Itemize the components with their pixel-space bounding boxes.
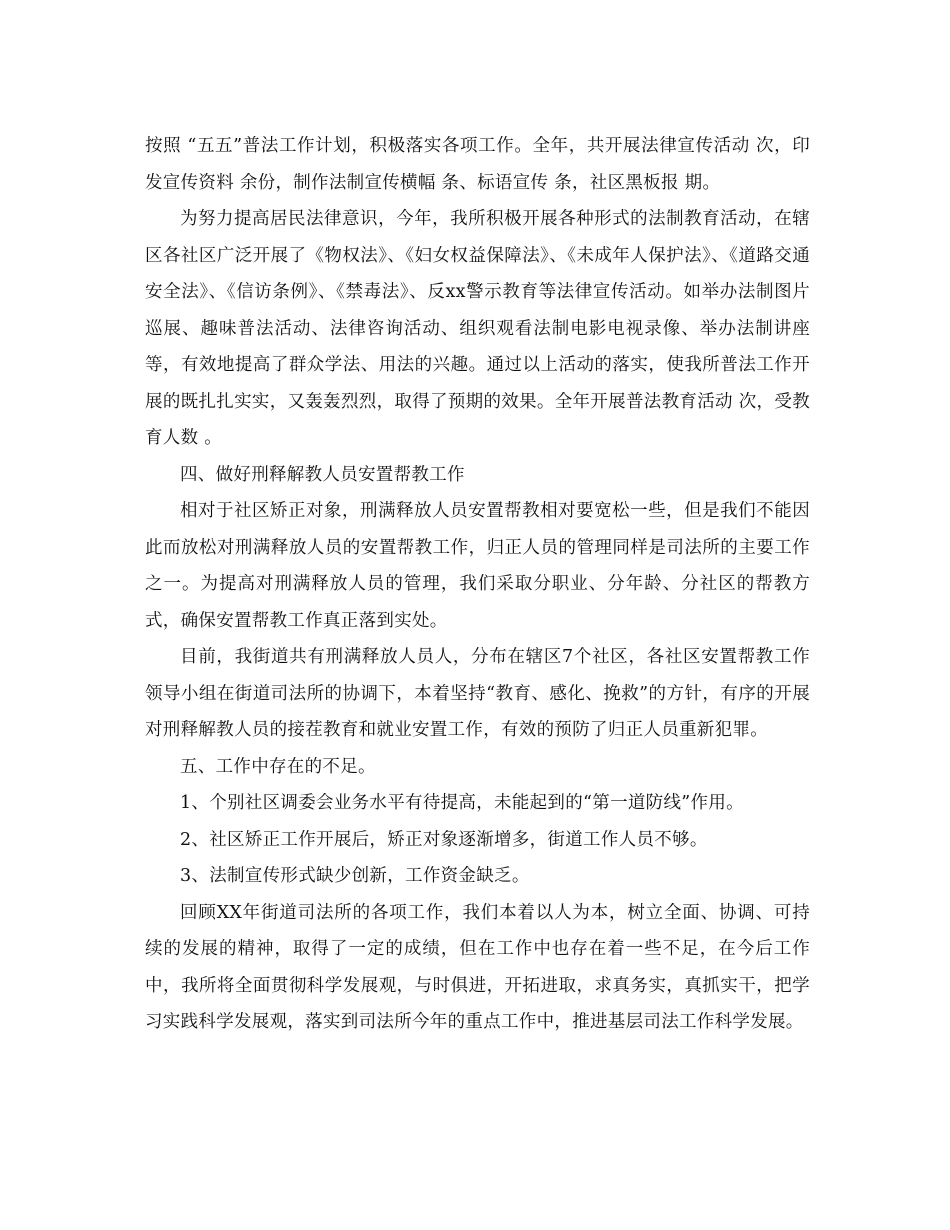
section-heading-resettlement: 四、做好刑释解教人员安置帮教工作 bbox=[180, 464, 465, 485]
paragraph-resettlement-policy: 相对于社区矫正对象，刑满释放人员安置帮教相对要宽松一些，但是我们不能因此而放松对刑满释放人员的安置帮教工作，归正人员的管理同样是司法所的主要工作之一。为提高对刑满释放人员的管理，我们采取分职业、分年龄、分社区的帮教方式，确保安置帮教工作真正落到实处。 bbox=[145, 501, 810, 631]
document-body bbox=[145, 128, 810, 1041]
paragraph-conclusion: 回顾XX年街道司法所的各项工作，我们本着以人为本，树立全面、协调、可持续的发展的精神，取得了一定的成绩，但在工作中也存在着一些不足，在今后工作中，我所将全面贯彻科学发展观，与时俱进，开拓进取，求真务实，真抓实干，把学习实践科学发展观，落实到司法所今年的重点工作中，推进基层司法工作科学发展。 bbox=[145, 902, 810, 1032]
list-item-shortcoming-1: 1、个别社区调委会业务水平有待提高，未能起到的“第一道防线”作用。 bbox=[180, 793, 744, 813]
paragraph-legal-education: 为努力提高居民法律意识，今年，我所积极开展各种形式的法制教育活动，在辖区各社区广泛开展了《物权法》、《妇女权益保障法》、《未成年人保护法》、《道路交通安全法》、《信访条例》、《禁毒法》、反xx警示教育等法律宣传活动。如举办法制图片巡展、趣味普法活动、法律咨询活动、组织观看法制电影电视录像、举办法制讲座等，有效地提高了群众学法、用法的兴趣。通过以上活动的落实，使我所普法工作开展的既扎扎实实，又轰轰烈烈，取得了预期的效果。全年开展普法教育活动 次，受教育人数 。 bbox=[145, 209, 810, 448]
list-item-shortcoming-3: 3、法制宣传形式缺少创新，工作资金缺乏。 bbox=[180, 866, 530, 886]
paragraph-publicity-plan: 按照 “五五”普法工作计划，积极落实各项工作。全年，共开展法律宣传活动 次，印发宣传资料 余份，制作法制宣传横幅 条、标语宣传 条，社区黑板报 期。 bbox=[145, 136, 810, 193]
list-item-shortcoming-2: 2、社区矫正工作开展后，矫正对象逐渐增多，街道工作人员不够。 bbox=[180, 829, 708, 850]
section-heading-shortcomings: 五、工作中存在的不足。 bbox=[180, 756, 376, 777]
paragraph-resettlement-status: 目前，我街道共有刑满释放人员人，分布在辖区7个社区，各社区安置帮教工作领导小组在街道司法所的协调下，本着坚持“教育、感化、挽救”的方针，有序的开展对刑释解教人员的接茬教育和就业安置工作，有效的预防了归正人员重新犯罪。 bbox=[145, 647, 810, 740]
